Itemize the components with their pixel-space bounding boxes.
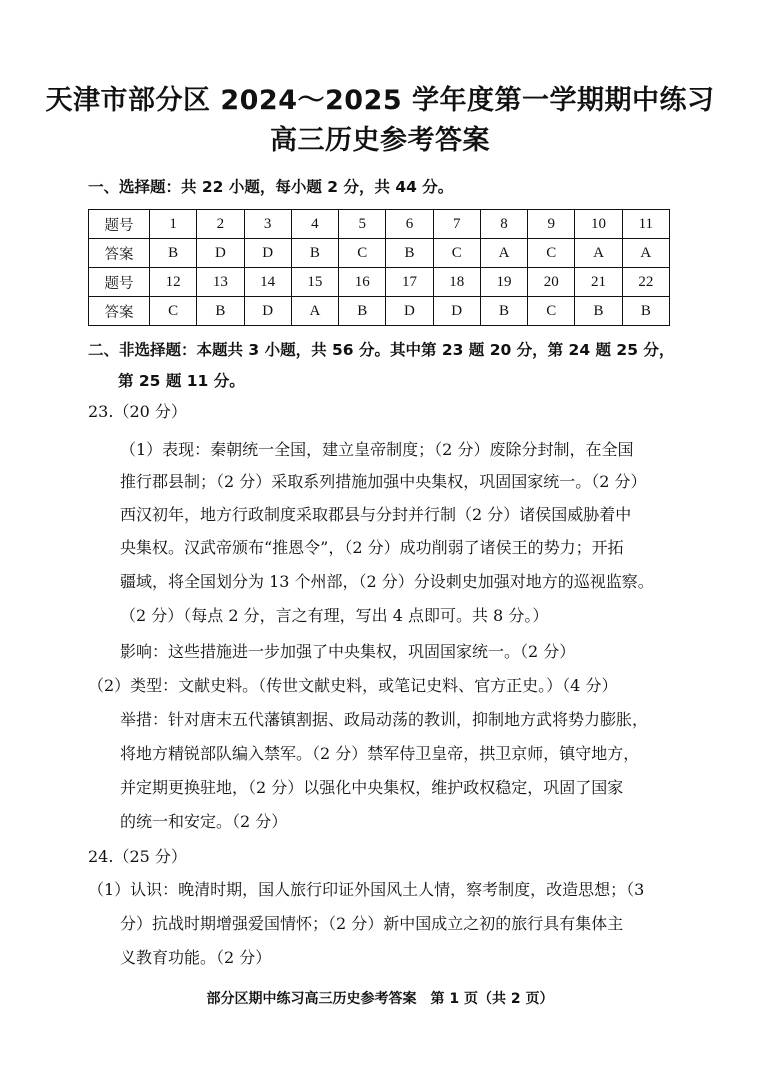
answer-cell: B (339, 297, 386, 326)
question-number: 1 (150, 210, 197, 239)
answer-cell: A (480, 239, 527, 268)
q24-line: （1）认识：晚清时期，国人旅行印证外国风土人情，察考制度，改造思想；（3 (88, 880, 645, 899)
answer-cell: C (528, 239, 575, 268)
question-number: 16 (339, 268, 386, 297)
question-number: 7 (433, 210, 480, 239)
question-number: 13 (197, 268, 244, 297)
page-title: 天津市部分区 2024～2025 学年度第一学期期中练习 (45, 85, 715, 116)
q23-line: 举措：针对唐末五代藩镇割据、政局动荡的教训，抑制地方武将势力膨胀， (120, 710, 649, 729)
question-number: 14 (244, 268, 291, 297)
answer-cell: C (528, 297, 575, 326)
answer-cell: C (339, 239, 386, 268)
table-row (89, 268, 670, 297)
answer-cell: D (244, 297, 291, 326)
question-number: 18 (433, 268, 480, 297)
answer-cell: D (433, 297, 480, 326)
page-footer: 部分区期中练习高三历史参考答案 第 1 页（共 2 页） (206, 991, 554, 1007)
q23-line: （2 分）（每点 2 分，言之有理，写出 4 点即可。共 8 分。） (120, 606, 549, 625)
row-label: 题号 (89, 210, 150, 239)
question-number: 12 (150, 268, 197, 297)
answer-cell: D (386, 297, 433, 326)
row-label: 答案 (89, 297, 150, 326)
question-number: 5 (339, 210, 386, 239)
answer-cell: C (433, 239, 480, 268)
section1-heading: 一、选择题：共 22 小题，每小题 2 分，共 44 分。 (88, 178, 454, 196)
question-number: 15 (291, 268, 338, 297)
q23-line: （2）类型：文献史料。（传世文献史料，或笔记史料、官方正史。）（4 分） (88, 676, 618, 695)
question-number: 17 (386, 268, 433, 297)
q24-line: 分）抗战时期增强爱国情怀；（2 分）新中国成立之初的旅行具有集体主 (120, 914, 624, 933)
answer-cell: A (291, 297, 338, 326)
question-number: 20 (528, 268, 575, 297)
answer-cell: B (150, 239, 197, 268)
section2-heading-line2: 第 25 题 11 分。 (118, 372, 245, 390)
answer-cell: A (622, 239, 669, 268)
answer-cell: C (150, 297, 197, 326)
question-number: 19 (480, 268, 527, 297)
question-number: 8 (480, 210, 527, 239)
q23-line: （1）表现：秦朝统一全国，建立皇帝制度；（2 分）废除分封制，在全国 (120, 440, 634, 459)
question-number: 11 (622, 210, 669, 239)
answer-cell: B (480, 297, 527, 326)
row-label: 题号 (89, 268, 150, 297)
q23-line: 将地方精锐部队编入禁军。（2 分）禁军侍卫皇帝，拱卫京师，镇守地方， (120, 744, 640, 763)
table-row (89, 239, 670, 268)
table-row (89, 297, 670, 326)
question-number: 22 (622, 268, 669, 297)
q23-line: 疆域，将全国划分为 13 个州部，（2 分）分设刺史加强对地方的巡视监察。 (120, 572, 654, 591)
question-number: 9 (528, 210, 575, 239)
question-number: 3 (244, 210, 291, 239)
q23-line: 影响：这些措施进一步加强了中央集权，巩固国家统一。（2 分） (120, 642, 576, 661)
question-number: 4 (291, 210, 338, 239)
question-number: 2 (197, 210, 244, 239)
answer-cell: B (291, 239, 338, 268)
question-number: 10 (575, 210, 622, 239)
answer-cell: B (197, 297, 244, 326)
section2-heading-line1: 二、非选择题：本题共 3 小题，共 56 分。其中第 23 题 20 分，第 24 题 25 分， (88, 341, 675, 359)
q24-label: 24.（25 分） (88, 847, 187, 866)
answer-table (88, 209, 670, 326)
question-number: 21 (575, 268, 622, 297)
row-label: 答案 (89, 239, 150, 268)
answer-cell: D (244, 239, 291, 268)
answer-cell: A (575, 239, 622, 268)
answer-cell: B (386, 239, 433, 268)
q23-line: 推行郡县制；（2 分）采取系列措施加强中央集权，巩固国家统一。（2 分） (120, 472, 647, 491)
q23-line: 并定期更换驻地，（2 分）以强化中央集权，维护政权稳定，巩固了国家 (120, 778, 624, 797)
q23-label: 23.（20 分） (88, 402, 187, 421)
page-subtitle: 高三历史参考答案 (270, 125, 490, 156)
question-number: 6 (386, 210, 433, 239)
q23-line: 西汉初年，地方行政制度采取郡县与分封并行制（2 分）诸侯国威胁着中 (120, 505, 632, 524)
table-row (89, 210, 670, 239)
q24-line: 义教育功能。（2 分） (120, 948, 272, 967)
q23-line: 的统一和安定。（2 分） (120, 812, 288, 831)
answer-cell: D (197, 239, 244, 268)
answer-cell: B (622, 297, 669, 326)
answer-cell: B (575, 297, 622, 326)
q23-line: 央集权。汉武帝颁布“推恩令”，（2 分）成功削弱了诸侯王的势力；开拓 (120, 538, 624, 557)
